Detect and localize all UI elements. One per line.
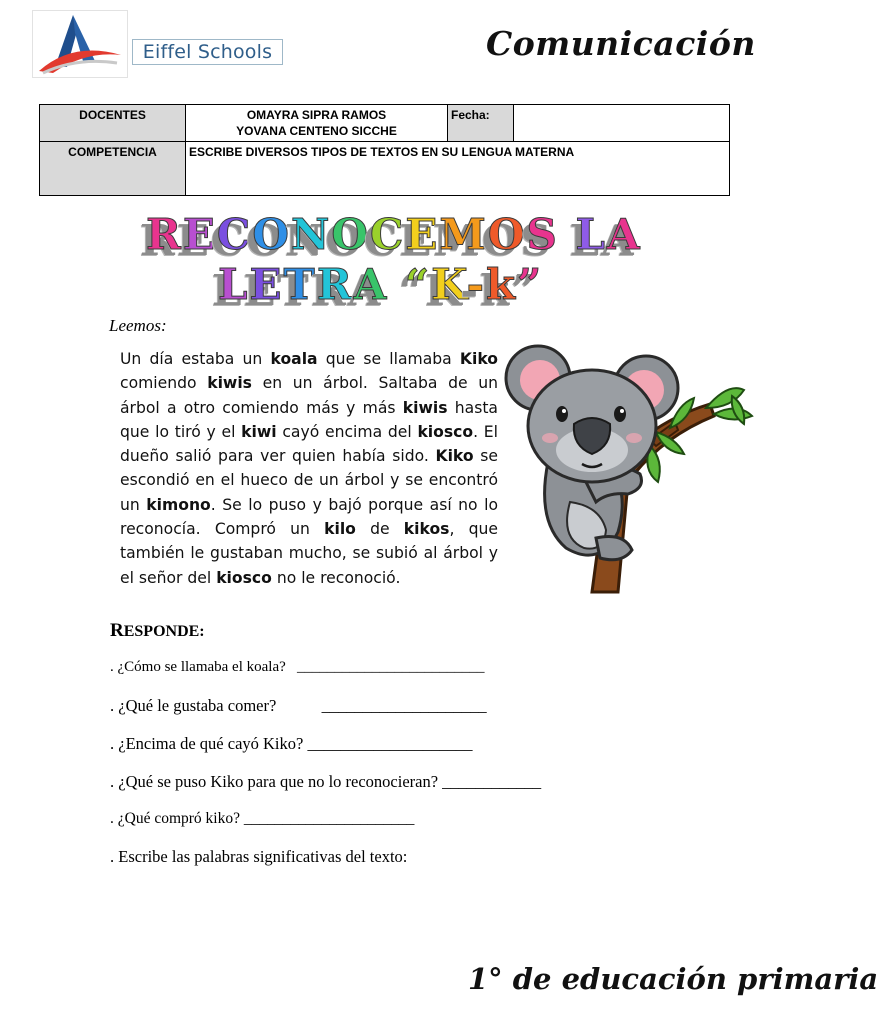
docentes-label: DOCENTES [40, 105, 186, 142]
title-letter: R [146, 210, 183, 259]
story-fragment: en un árbol. Saltaba de un árbol a otro comiendo más y más [120, 374, 498, 417]
question-5: . ¿Qué compró kiko? ______________________ [110, 810, 415, 827]
questions-heading-rest: ESPONDE: [123, 623, 205, 640]
story-keyword: koala [270, 350, 318, 368]
story-fragment: se escondió en el hueco de un árbol y se encontró un [120, 447, 498, 514]
story-fragment: que se llamaba [317, 350, 460, 368]
reading-heading: Leemos: [109, 316, 167, 335]
question-4: . ¿Qué se puso Kiko para que no lo reconocieran? ____________ [110, 772, 542, 791]
subject-title: Comunicación [486, 24, 756, 63]
title-letter: k [486, 260, 518, 309]
school-logo [32, 10, 128, 78]
title-letter: ” [517, 260, 544, 309]
story-keyword: Kiko [435, 447, 474, 466]
fecha-label: Fecha: [448, 105, 514, 142]
title-letter: R [316, 260, 354, 309]
title-letter: A [353, 260, 389, 309]
title-line-2 [218, 260, 544, 309]
story-keyword: kiosco [216, 568, 272, 587]
docentes-value [186, 105, 448, 142]
title-letter: O [487, 210, 527, 259]
story-text [120, 347, 498, 590]
docente-1: OMAYRA SIPRA RAMOS [246, 108, 387, 122]
story-fragment: comiendo [120, 374, 208, 393]
title-letter: A [606, 210, 642, 259]
story-keyword: kiwis [402, 398, 448, 417]
koala-illustration [500, 342, 758, 600]
questions-heading [110, 620, 205, 642]
title-letter: C [216, 210, 253, 259]
title-letter [388, 260, 405, 309]
story-fragment: no le reconoció. [271, 568, 401, 587]
story-fragment: Un día estaba un [120, 350, 271, 368]
title-letter: L [575, 210, 607, 259]
brand-box [132, 39, 283, 65]
competencia-value: ESCRIBE DIVERSOS TIPOS DE TEXTOS EN SU LENGUA MATERNA [186, 142, 730, 196]
title-letter: - [466, 260, 486, 309]
story-keyword: kimono [146, 495, 211, 514]
title-letter: E [249, 260, 284, 309]
story-keyword: kiwis [207, 374, 252, 393]
title-letter: N [290, 210, 332, 259]
title-letter: T [283, 260, 317, 309]
title-letter: E [182, 210, 217, 259]
story-keyword: kiosco [417, 422, 474, 441]
title-letter: L [218, 260, 250, 309]
title-letter [559, 210, 576, 259]
story-fragment: . Se lo puso y bajó porque así no lo reconocía. Compró un [120, 495, 498, 539]
story-keyword: kiwi [241, 422, 277, 441]
story-keyword: Kiko [459, 350, 498, 368]
info-table [39, 104, 730, 196]
title-letter: K [431, 260, 467, 309]
question-1: . ¿Cómo se llamaba el koala? _________________________ [110, 659, 485, 675]
title-letter: “ [404, 260, 432, 309]
competencia-label: COMPETENCIA [40, 142, 186, 196]
eiffel-tower-logo-icon [33, 11, 127, 77]
story-fragment: . El dueño salió para ver quien había sido. [120, 422, 498, 466]
question-6: . Escribe las palabras significativas del texto: [110, 847, 408, 866]
story-fragment: hasta que lo tiró y el [120, 398, 498, 441]
story-keyword: kilo [324, 520, 356, 539]
fecha-value[interactable] [514, 105, 730, 142]
question-2: . ¿Qué le gustaba comer? ____________________ [110, 696, 487, 715]
story-keyword: kikos [403, 520, 450, 539]
title-letter: M [439, 210, 488, 259]
question-3: . ¿Encima de qué cayó Kiko? ____________________ [110, 734, 473, 753]
title-letter: S [526, 210, 559, 259]
title-letter: C [369, 210, 406, 259]
questions-heading-initial: R [110, 620, 124, 641]
docente-2: YOVANA CENTENO SICCHE [236, 124, 397, 138]
grade-level: 1° de educación primaria [468, 962, 878, 996]
brand-name: Eiffel Schools [142, 41, 273, 63]
story-fragment: de [355, 520, 404, 539]
title-line-1 [146, 210, 642, 259]
title-letter: O [331, 210, 370, 259]
story-fragment: cayó encima del [276, 422, 418, 441]
title-letter: E [405, 210, 440, 259]
story-fragment: , que también le gustaban mucho, se subió al árbol y el señor del [120, 520, 498, 587]
title-letter: O [252, 210, 291, 259]
